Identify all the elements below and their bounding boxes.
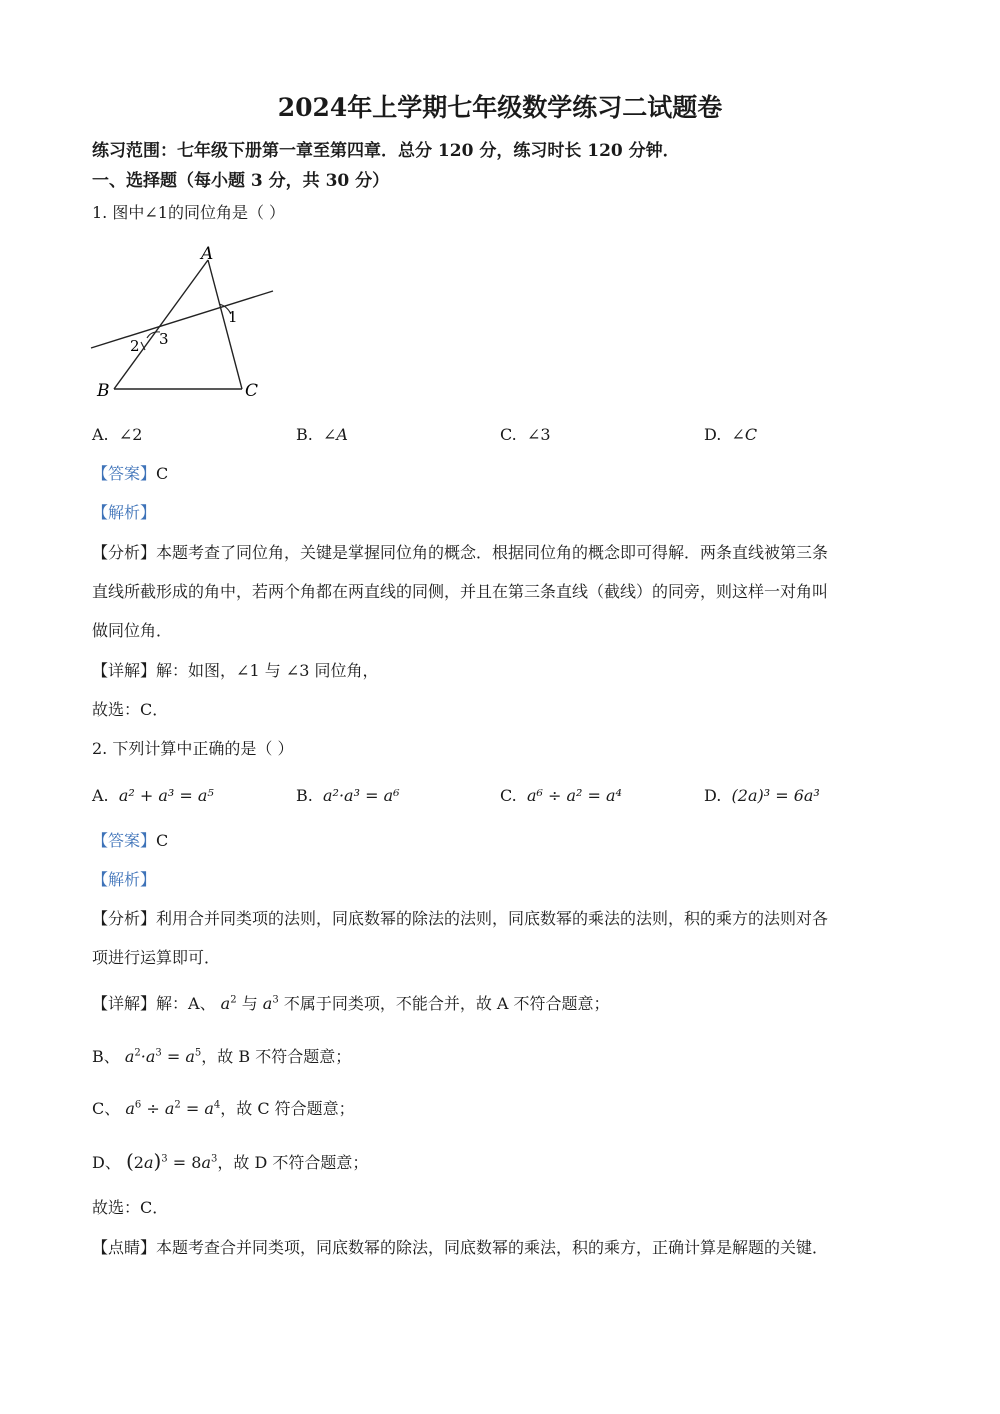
label-1: 1 xyxy=(228,308,238,326)
q2-answer: 【答案】C xyxy=(92,831,169,850)
label-b: B xyxy=(97,381,110,401)
q1-option-d: D. ∠C xyxy=(704,425,758,444)
q2-analysis-tag: 【解析】 xyxy=(92,870,157,889)
q2-option-a: A. a² + a³ = a⁵ xyxy=(92,786,214,805)
q1-option-b: B. ∠A xyxy=(296,425,348,444)
q1-option-c: C. ∠3 xyxy=(500,425,551,444)
q2-fenxi-line1: 【分析】利用合并同类项的法则，同底数幂的除法的法则，同底数幂的乘法的法则，积的乘方的法则对各 xyxy=(92,909,829,928)
q2-fenxi-line2: 项进行运算即可． xyxy=(92,948,221,967)
section-heading: 一、选择题（每小题 3 分，共 30 分） xyxy=(92,171,390,191)
page-title: 2024年上学期七年级数学练习二试题卷 xyxy=(277,93,723,122)
transversal-line xyxy=(91,291,273,348)
q2-dianjing: 【点睛】本题考查合并同类项，同底数幂的除法，同底数幂的乘法，积的乘方，正确计算是解题的关键． xyxy=(92,1238,829,1257)
q1-stem-pre: 1. 图中 xyxy=(92,203,145,222)
q1-choose: 故选：C． xyxy=(92,700,169,719)
label-3: 3 xyxy=(159,330,169,348)
q1-option-a: A. ∠2 xyxy=(92,425,143,444)
q2-detail-a: 【详解】解：A、 $a^2$ 与 $a^3$ 不属于同类项，不能合并，故 A 不符合题意； xyxy=(92,994,610,1013)
q2-detail-d: D、 $(2a)^3 = 8a^3$，故 D 不符合题意； xyxy=(92,1149,369,1173)
q1-fenxi-line3: 做同位角． xyxy=(92,621,173,640)
q1-answer: 【答案】C xyxy=(92,464,169,483)
q2-option-c: C. a⁶ ÷ a² = a⁴ xyxy=(500,786,622,805)
exam-scope: 练习范围：七年级下册第一章至第四章．总分 120 分，练习时长 120 分钟． xyxy=(92,141,680,161)
q2-detail-b: B、 $a^2\cdot a^3 = a^5$，故 B 不符合题意； xyxy=(92,1047,352,1066)
q1-analysis-tag: 【解析】 xyxy=(92,503,157,522)
label-a: A xyxy=(201,244,214,264)
q1-stem-post: 的同位角是（ ） xyxy=(167,203,286,222)
q2-stem: 2. 下列计算中正确的是（ ） xyxy=(92,739,294,758)
q1-stem-angle: ∠1 xyxy=(144,203,168,222)
q2-detail-c: C、 $a^6 \div a^2 = a^4$，故 C 符合题意； xyxy=(92,1099,355,1118)
q2-option-d: D. (2a)³ = 6a³ xyxy=(704,786,820,805)
q1-figure xyxy=(85,238,285,408)
label-c: C xyxy=(245,381,259,401)
label-2: 2 xyxy=(130,337,140,355)
q1-stem xyxy=(92,203,285,223)
q2-choose: 故选：C． xyxy=(92,1198,169,1217)
q1-fenxi-line2: 直线所截形成的角中，若两个角都在两直线的同侧，并且在第三条直线（截线）的同旁，则这样一对角叫 xyxy=(92,582,829,601)
segment-ab xyxy=(114,260,208,389)
q1-fenxi-line1: 【分析】本题考查了同位角，关键是掌握同位角的概念．根据同位角的概念即可得解．两条直线被第三条 xyxy=(92,543,829,562)
q1-detail: 【详解】解：如图，∠1 与 ∠3 同位角， xyxy=(92,661,379,680)
q2-option-b: B. a²·a³ = a⁶ xyxy=(296,786,400,805)
